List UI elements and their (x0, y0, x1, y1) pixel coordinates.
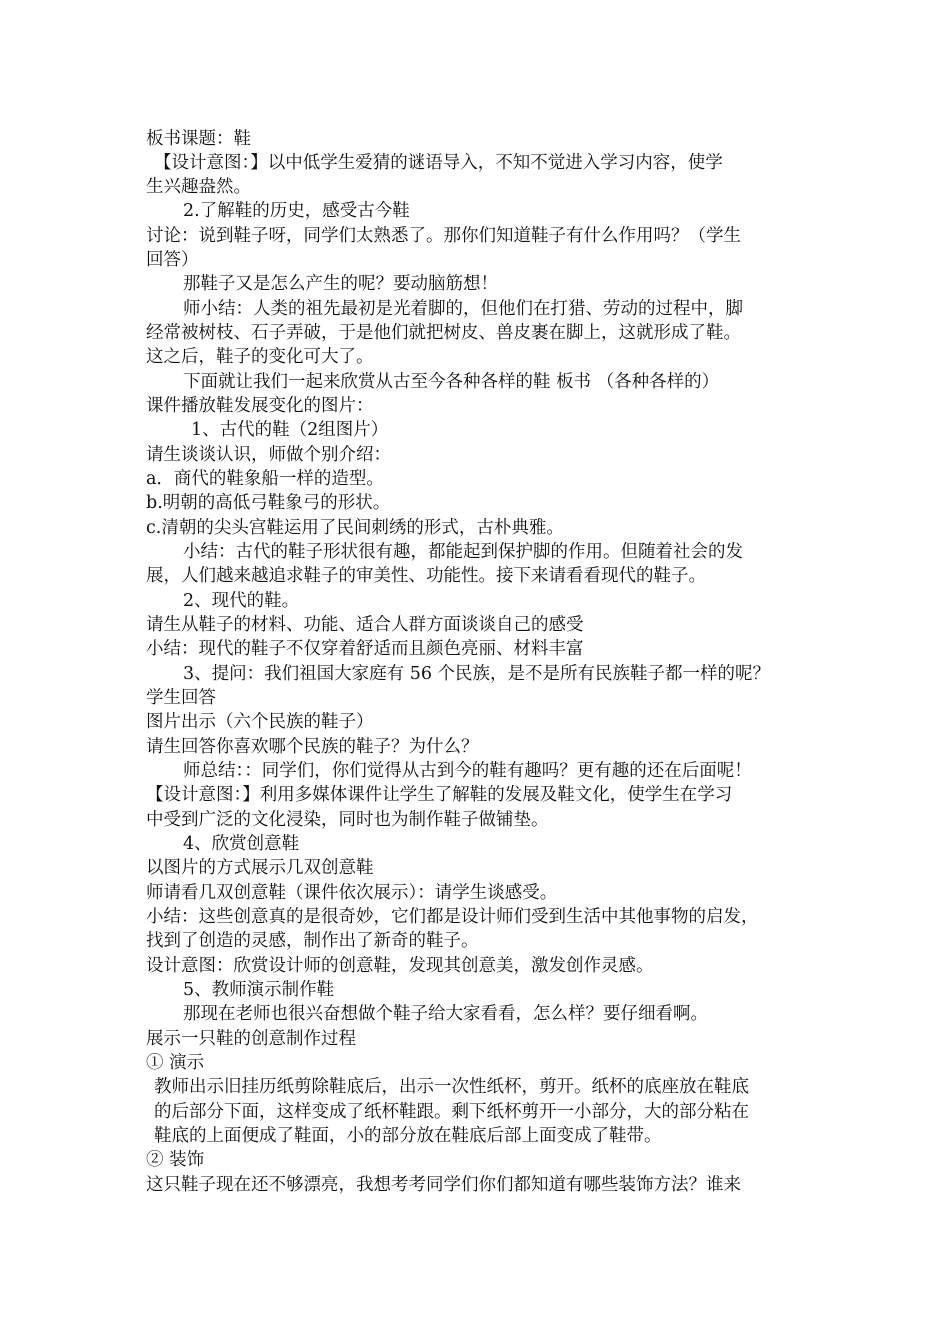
teacher-summary-1-end: 这之后，鞋子的变化可大了。 (146, 347, 374, 367)
demo-process-line: 展示一只鞋的创意制作过程 (146, 1029, 356, 1049)
ancient-shoes-heading: 1、古代的鞋（2组图片） (191, 420, 389, 440)
summary-creative: 小结：这些创意真的是很奇妙，它们都是设计师们受到生活中其他事物的启发， (146, 907, 759, 927)
discussion-line: 讨论：说到鞋子呀，同学们太熟悉了。那你们知道鞋子有什么作用吗？（学生 (146, 226, 741, 246)
teacher-summary-1: 师小结：人类的祖先最初是光着脚的，但他们在打猎、劳动的过程中，脚 (183, 299, 743, 319)
modern-shoes-heading: 2、现代的鞋。 (183, 591, 300, 611)
picture-show-line: 图片出示（六个民族的鞋子） (146, 712, 374, 732)
summary-ancient-cont: 展，人们越来越追求鞋子的审美性、功能性。接下来请看看现代的鞋子。 (146, 566, 706, 586)
design-intent-2: 【设计意图：】利用多媒体课件让学生了解鞋的发展及鞋文化，使学生在学习 (146, 785, 733, 805)
question-ethnic: 3、提问：我们祖国大家庭有 56 个民族，是不是所有民族鞋子都一样的呢？ (183, 664, 771, 684)
demo-heading: 5、教师演示制作鞋 (183, 980, 335, 1000)
board-title-line: 板书课题：鞋 (146, 129, 251, 149)
summary-creative-cont: 找到了创造的灵感，制作出了新奇的鞋子。 (146, 931, 479, 951)
design-intent-1: 【设计意图：】以中低学生爱猜的谜语导入，不知不觉进入学习内容，使学 (154, 153, 723, 173)
step-1-text-cont: 的后部分下面，这样变成了纸杯鞋跟。剩下纸杯剪开一小部分，大的部分粘在 (154, 1102, 749, 1122)
step-2-text: 这只鞋子现在还不够漂亮，我想考考同学们你们都知道有哪些装饰方法？谁来 (146, 1175, 741, 1195)
summary-modern: 小结：现代的鞋子不仅穿着舒适而且颜色亮丽、材料丰富 (146, 639, 584, 659)
demo-intro-line: 那现在老师也很兴奋想做个鞋子给大家看看，怎么样？要仔细看啊。 (183, 1004, 708, 1024)
student-answer-line: 学生回答 (146, 688, 216, 708)
list-item-c: c.清朝的尖头宫鞋运用了民间刺绣的形式，古朴典雅。 (146, 518, 564, 538)
design-intent-2-cont: 中受到广泛的文化浸染，同时也为制作鞋子做铺垫。 (146, 810, 549, 830)
step-2-heading: ② 装饰 (146, 1150, 205, 1170)
step-1-heading: ① 演示 (146, 1053, 205, 1073)
discussion-line-cont: 回答） (146, 250, 199, 270)
teacher-summary-1-cont: 经常被树枝、石子弄破，于是他们就把树皮、兽皮裹在脚上，这就形成了鞋。 (146, 323, 741, 343)
teacher-summary-2: 师总结：：同学们，你们觉得从古到今的鞋有趣吗？更有趣的还在后面呢！ (183, 761, 752, 781)
list-item-a: a．商代的鞋象船一样的造型。 (146, 469, 384, 489)
section-2-heading: 2.了解鞋的历史，感受古今鞋 (183, 201, 410, 221)
courseware-line: 课件播放鞋发展变化的图片： (146, 396, 374, 416)
design-intent-1-cont: 生兴趣盎然。 (146, 177, 251, 197)
creative-view-line: 师请看几双创意鞋（课件依次展示）：请学生谈感受。 (146, 883, 558, 903)
appreciate-line: 下面就让我们一起来欣赏从古至今各种各样的鞋 板书 （各种各样的） (183, 372, 720, 392)
student-talk-line: 请生谈谈认识，师做个别介绍： (146, 445, 391, 465)
modern-discussion-line: 请生从鞋子的材料、功能、适合人群方面谈谈自己的感受 (146, 615, 584, 635)
question-line: 那鞋子又是怎么产生的呢？要动脑筋想！ (183, 274, 498, 294)
step-1-text: 教师出示旧挂历纸剪除鞋底后，出示一次性纸杯，剪开。纸杯的底座放在鞋底 (154, 1077, 749, 1097)
creative-shoes-heading: 4、欣赏创意鞋 (183, 834, 300, 854)
creative-picture-line: 以图片的方式展示几双创意鞋 (146, 858, 374, 878)
favorite-question-line: 请生回答你喜欢哪个民族的鞋子？为什么？ (146, 737, 479, 757)
step-1-text-end: 鞋底的上面便成了鞋面，小的部分放在鞋底后部上面变成了鞋带。 (154, 1126, 662, 1146)
summary-ancient: 小结：古代的鞋子形状很有趣，都能起到保护脚的作用。但随着社会的发 (183, 542, 743, 562)
list-item-b: b.明朝的高低弓鞋象弓的形状。 (146, 493, 391, 513)
design-intent-3: 设计意图：欣赏设计师的创意鞋，发现其创意美，激发创作灵感。 (146, 956, 654, 976)
